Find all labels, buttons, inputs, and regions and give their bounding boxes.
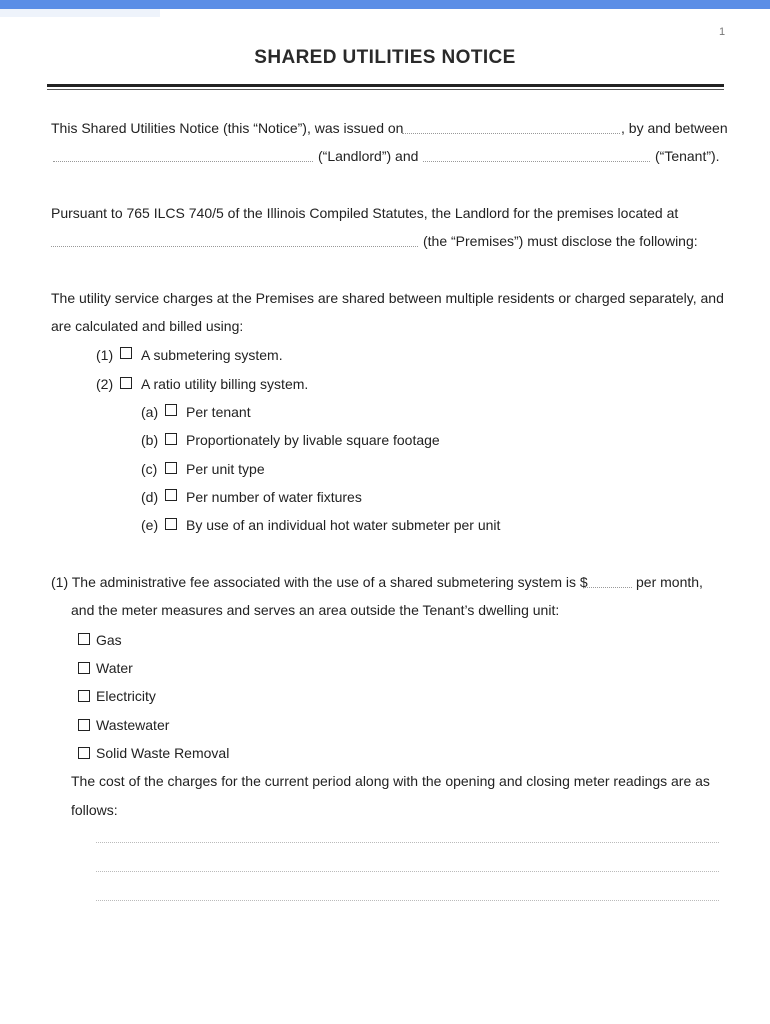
hot-water-submeter-checkbox[interactable]: [165, 518, 177, 530]
sub-option-number: (d): [141, 489, 159, 505]
sub-option-label: Per number of water fixtures: [186, 489, 362, 505]
utility-label: Solid Waste Removal: [96, 745, 230, 761]
fee-line1-suffix: per month,: [636, 574, 703, 590]
sub-option-number: (b): [141, 432, 159, 448]
landlord-name-field[interactable]: [53, 161, 313, 162]
sub-option-label: Per unit type: [186, 461, 265, 477]
utility-label: Gas: [96, 632, 122, 648]
option-number: (1): [96, 347, 114, 363]
document-title: SHARED UTILITIES NOTICE: [254, 47, 516, 68]
sub-option-number: (a): [141, 404, 159, 420]
meter-readings-line-1[interactable]: [96, 842, 719, 843]
pursuant-line1: Pursuant to 765 ILCS 740/5 of the Illinois Compiled Statutes, the Landlord for the premises located at: [51, 205, 679, 221]
solid-waste-checkbox[interactable]: [78, 747, 90, 759]
page-number: 1: [719, 26, 726, 38]
meter-readings-line-3[interactable]: [96, 900, 719, 901]
utility-label: Water: [96, 660, 133, 676]
meter-readings-line-2[interactable]: [96, 871, 719, 872]
unit-type-checkbox[interactable]: [165, 462, 177, 474]
landlord-label: (“Landlord”) and: [318, 148, 419, 164]
intro-line1-suffix: , by and between: [621, 120, 728, 136]
sub-option-number: (e): [141, 517, 159, 533]
sub-option-label: By use of an individual hot water submeter per unit: [186, 517, 501, 533]
top-bar-tab: [0, 9, 160, 17]
top-bar: [0, 0, 770, 9]
option-number: (2): [96, 376, 114, 392]
per-tenant-checkbox[interactable]: [165, 404, 177, 416]
utility-label: Electricity: [96, 688, 156, 704]
option-label: A ratio utility billing system.: [141, 376, 309, 392]
cost-line2: follows:: [71, 802, 118, 818]
gas-checkbox[interactable]: [78, 633, 90, 645]
wastewater-checkbox[interactable]: [78, 719, 90, 731]
cost-line1: The cost of the charges for the current period along with the opening and closing meter readings are as: [71, 773, 710, 789]
fee-line1-prefix: (1) The administrative fee associated with the use of a shared submetering system is $: [51, 574, 588, 590]
premises-suffix: (the “Premises”) must disclose the following:: [423, 233, 698, 249]
water-fixtures-checkbox[interactable]: [165, 489, 177, 501]
sub-option-number: (c): [141, 461, 158, 477]
title-rule-thin: [47, 89, 724, 90]
charges-line1: The utility service charges at the Premises are shared between multiple residents or charged separately, and: [51, 290, 724, 306]
title-rule-thick: [47, 84, 724, 87]
sub-option-label: Proportionately by livable square footage: [186, 432, 440, 448]
tenant-name-field[interactable]: [423, 161, 650, 162]
sub-option-label: Per tenant: [186, 404, 251, 420]
submetering-checkbox[interactable]: [120, 347, 132, 359]
option-label: A submetering system.: [141, 347, 283, 363]
ratio-billing-checkbox[interactable]: [120, 377, 132, 389]
tenant-label: (“Tenant”).: [655, 148, 720, 164]
charges-line2: are calculated and billed using:: [51, 318, 244, 334]
electricity-checkbox[interactable]: [78, 690, 90, 702]
premises-address-field[interactable]: [51, 246, 418, 247]
administrative-fee-field[interactable]: [585, 587, 632, 588]
utility-label: Wastewater: [96, 717, 170, 733]
fee-line2: and the meter measures and serves an area outside the Tenant’s dwelling unit:: [71, 602, 560, 618]
square-footage-checkbox[interactable]: [165, 433, 177, 445]
water-checkbox[interactable]: [78, 662, 90, 674]
issue-date-field[interactable]: [402, 133, 620, 134]
intro-line1-prefix: This Shared Utilities Notice (this “Notice”), was issued on: [51, 120, 404, 136]
